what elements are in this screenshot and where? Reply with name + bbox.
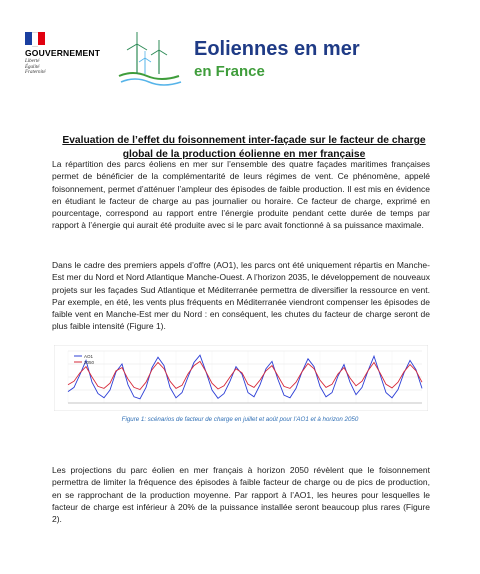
title-line-2: global de la production éolienne en mer française [122,149,366,160]
paragraph-2: Dans le cadre des premiers appels d’offre (AO1), les parcs ont été uniquement répartis en Manche-Est mer du Nord et Nord Atlantique Manche-Ouest. A l’horizon 2035, le développement de nouveaux projets sur les façades Sud Atlantique et Méditerranée permettra de diversifier la ressource en vent. Par exemple, en été, les vents plus fréquents en Méditerranée viendront compenser les épisodes de faible vent en Manche-Est mer du Nord : en conséquent, les chutes du facteur de charge seront de plus faible intensité (Figure 1). [52,260,430,332]
brand-title: Eoliennes en mer [194,38,360,60]
figure-caption: Figure 1: scénarios de facteur de charge en juillet et août pour l’AO1 et à horizon 2050 [121,416,359,423]
load-factor-chart [54,345,428,411]
motto-egalite: Égalité [25,64,40,70]
motto-liberte: Liberté [25,59,40,64]
government-logo [25,32,115,76]
paragraph-3: Les projections du parc éolien en mer français à horizon 2050 révèlent que le foisonnement permettra de limiter la fréquence des épisodes à faible facteur de charge ou de pics de production, en se rapprochant de la production moyenne. Par rapport à l’AO1, les heures pour lesquelles le facteur de charge est inférieur à 20% de la puissance installée seront beaucoup plus rares (Figure 2). [52,465,430,525]
brand-subtitle: en France [194,63,265,80]
wind-turbines-logo-icon [117,28,183,90]
gov-name: GOUVERNEMENT [25,48,101,58]
title-line-1: Evaluation de l’effet du foisonnement inter-façade sur le facteur de charge [62,135,426,146]
legend-label-2050: 2050 [84,359,95,365]
legend-label-ao1: AO1 [84,353,94,359]
motto-fraternite: Fraternité [25,70,46,76]
gov-motto [25,59,115,76]
page-header [0,0,480,110]
french-flag-icon [25,32,45,45]
brand-logo [194,38,360,82]
figure-1-chart [54,345,428,411]
paragraph-1: La répartition des parcs éoliens en mer sur l’ensemble des quatre façades maritimes françaises permet de bénéficier de la complémentarité de leurs régimes de vent. Ce phénomène, appelé foisonnement, permet d’atténuer l’ampleur des épisodes de faible production. Il est mis en évidence en étudiant le facteur de charge au pas journalier ou horaire. Ce facteur de charge, exprimé en pourcentage, correspond au rapport entre l’énergie produite pendant cette durée de temps par rapport à l’énergie qui aurait été produite avec si le parc avait fonctionné à sa puissance maximale. [52,159,430,231]
